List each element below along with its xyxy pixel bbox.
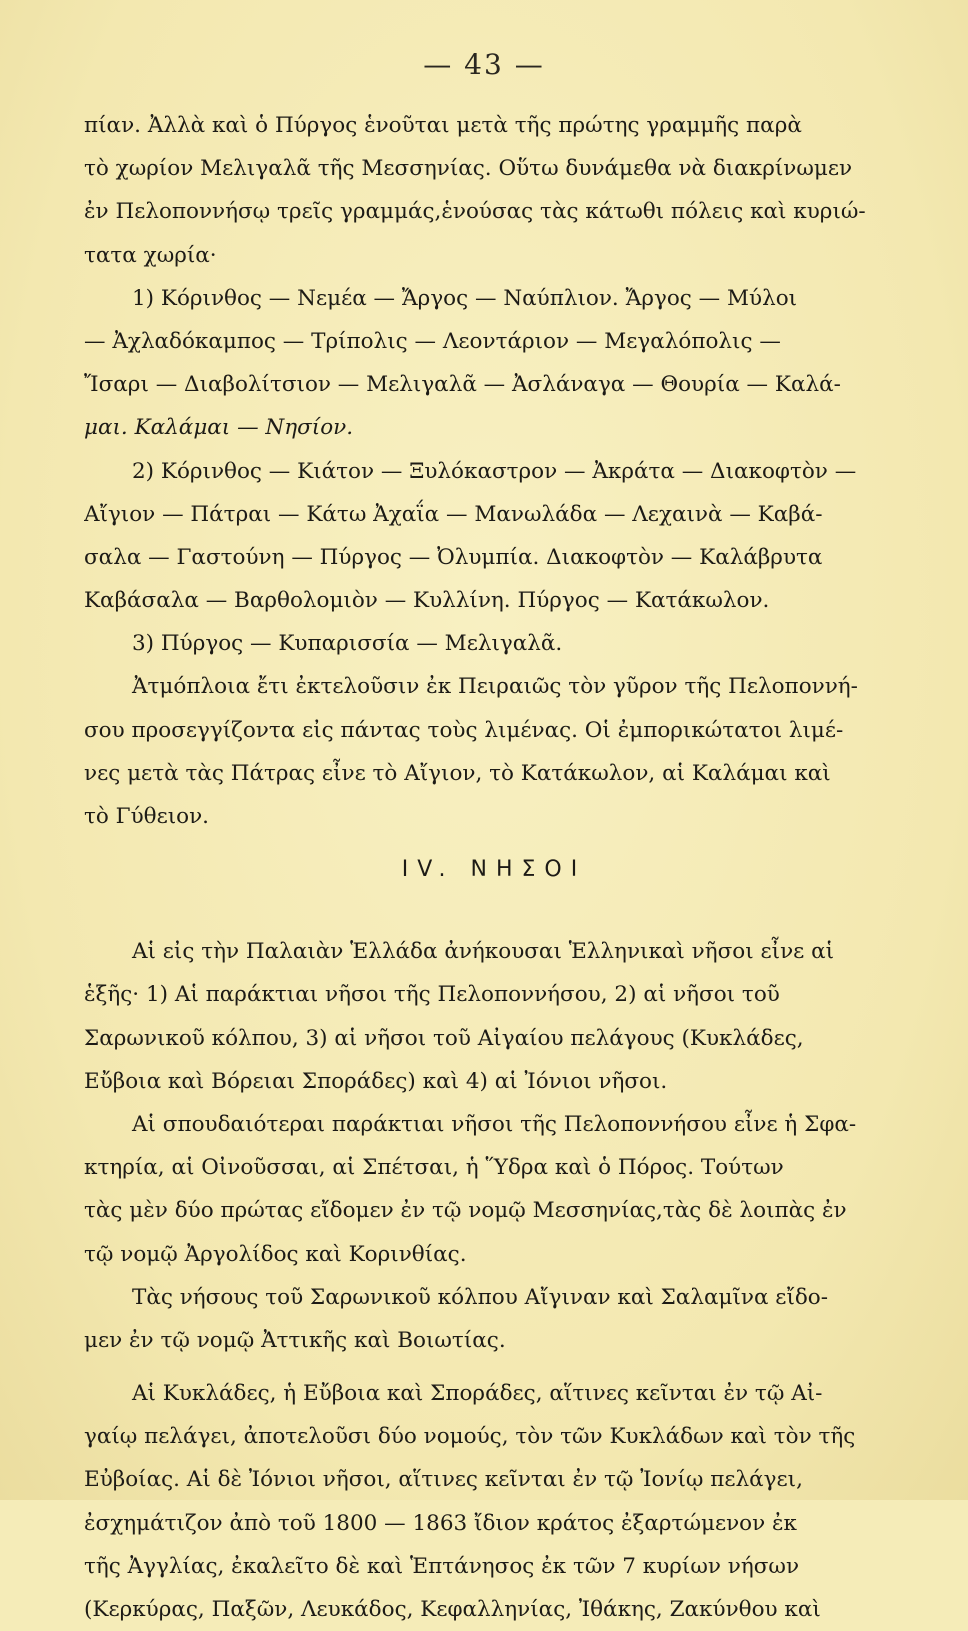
text-line: σαλα — Γαστούνη — Πύργος — Ὀλυμπία. Διακοφτὸν — Καλάβρυτα: [84, 544, 823, 570]
text-line: Αἱ Κυκλάδες, ἡ Εὔβοια καὶ Σποράδες, αἵτινες κεῖνται ἐν τῷ Αἰ-: [132, 1381, 823, 1407]
text-line: τὰς μὲν δύο πρώτας εἴδομεν ἐν τῷ νομῷ Μεσσηνίας,τὰς δὲ λοιπὰς ἐν: [84, 1198, 847, 1224]
text-line: νες μετὰ τὰς Πάτρας εἶνε τὸ Αἴγιον, τὸ Κατάκωλον, αἱ Καλάμαι καὶ: [84, 760, 831, 786]
text-line: κτηρία, αἱ Οἰνοῦσσαι, αἱ Σπέτσαι, ἡ Ὕδρα καὶ ὁ Πόρος. Τούτων: [84, 1155, 784, 1181]
text-line: ἑξῆς· 1) Αἱ παράκτιαι νῆσοι τῆς Πελοποννήσου, 2) αἱ νῆσοι τοῦ: [84, 982, 780, 1008]
section-heading: IV. ΝΗΣΟΙ: [401, 857, 587, 883]
text-line: τῷ νομῷ Ἀργολίδος καὶ Κορινθίας.: [84, 1241, 467, 1267]
text-line: σου προσεγγίζοντα εἰς πάντας τοὺς λιμένας. Οἱ ἐμπορικώτατοι λιμέ-: [84, 717, 844, 743]
text-line: 3) Πύργος — Κυπαρισσία — Μελιγαλᾶ.: [132, 631, 563, 657]
page-text: [84, 104, 904, 1631]
text-line: Αἱ εἰς τὴν Παλαιὰν Ἑλλάδα ἀνήκουσαι Ἑλληνικαὶ νῆσοι εἶνε αἱ: [132, 939, 835, 965]
text-line: Καβάσαλα — Βαρθολομιὸν — Κυλλίνη. Πύργος — Κατάκωλον.: [84, 588, 770, 614]
text-line: 1) Κόρινθος — Νεμέα — Ἄργος — Ναύπλιον. Ἄργος — Μύλοι: [132, 285, 798, 311]
text-line: Αἴγιον — Πάτραι — Κάτω Ἀχαΐα — Μανωλάδα — Λεχαινὰ — Καβά-: [84, 501, 823, 527]
text-line: (Κερκύρας, Παξῶν, Λευκάδος, Κεφαλληνίας, Ἰθάκης, Ζακύνθου καὶ: [84, 1597, 821, 1622]
text-line: Αἱ σπουδαιότεραι παράκτιαι νῆσοι τῆς Πελοποννήσου εἶνε ἡ Σφα-: [132, 1111, 857, 1137]
text-line: Ἀτμόπλοια ἔτι ἐκτελοῦσιν ἐκ Πειραιῶς τὸν γῦρον τῆς Πελοποννή-: [132, 674, 858, 700]
text-line: πίαν. Ἀλλὰ καὶ ὁ Πύργος ἑνοῦται μετὰ τῆς πρώτης γραμμῆς παρὰ: [84, 113, 802, 138]
page-number: — 43 —: [423, 48, 545, 81]
text-line: τῆς Ἀγγλίας, ἐκαλεῖτο δὲ καὶ Ἑπτάνησος ἐκ τῶν 7 κυρίων νήσων: [84, 1553, 800, 1579]
text-line: — Ἀχλαδόκαμπος — Τρίπολις — Λεοντάριον — Μεγαλόπολις —: [84, 328, 781, 354]
text-line: ἐσχημάτιζον ἀπὸ τοῦ 1800 — 1863 ἴδιον κράτος ἐξαρτώμενον ἐκ: [84, 1510, 797, 1536]
text-line: γαίῳ πελάγει, ἀποτελοῦσι δύο νομούς, τὸν τῶν Κυκλάδων καὶ τὸν τῆς: [84, 1424, 856, 1450]
text-line: τατα χωρία·: [84, 242, 217, 268]
text-line: Ἴσαρι — Διαβολίτσιον — Μελιγαλᾶ — Ἀσλάναγα — Θουρία — Καλά-: [84, 372, 841, 398]
text-line: μεν ἐν τῷ νομῷ Ἀττικῆς καὶ Βοιωτίας.: [84, 1327, 506, 1353]
text-line: Εὐβοίας. Αἱ δὲ Ἰόνιοι νῆσοι, αἵτινες κεῖνται ἐν τῷ Ἰονίῳ πελάγει,: [84, 1467, 803, 1493]
text-line: Σαρωνικοῦ κόλπου, 3) αἱ νῆσοι τοῦ Αἰγαίου πελάγους (Κυκλάδες,: [84, 1025, 804, 1051]
text-line: τὸ Γύθειον.: [84, 804, 210, 829]
text-line: μαι. Καλάμαι — Νησίον.: [84, 415, 354, 441]
text-line: τὸ χωρίον Μελιγαλᾶ τῆς Μεσσηνίας. Οὕτω δυνάμεθα νὰ διακρίνωμεν: [84, 156, 853, 182]
text-line: Εὔβοια καὶ Βόρειαι Σποράδες) καὶ 4) αἱ Ἰόνιοι νῆσοι.: [84, 1068, 668, 1094]
text-line: ἐν Πελοποννήσῳ τρεῖς γραμμάς,ἑνούσας τὰς κάτωθι πόλεις καὶ κυριώ-: [84, 199, 866, 225]
text-line: Τὰς νήσους τοῦ Σαρωνικοῦ κόλπου Αἴγιναν καὶ Σαλαμῖνα εἴδο-: [132, 1284, 829, 1310]
text-line: 2) Κόρινθος — Κιάτον — Ξυλόκαστρον — Ἀκράτα — Διακοφτὸν —: [132, 458, 857, 484]
